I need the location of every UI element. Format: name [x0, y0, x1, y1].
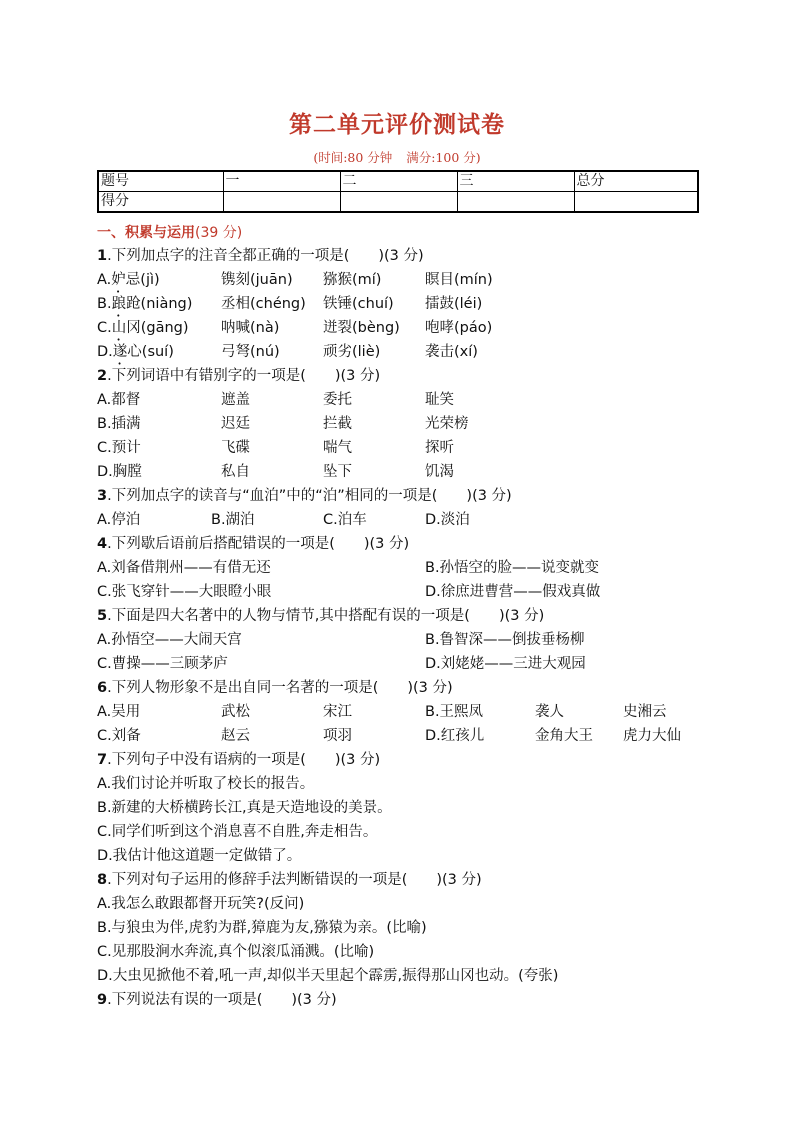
option-cell: D.红孩儿: [425, 728, 485, 744]
score-table-cell: 得分: [98, 192, 223, 213]
question-number: 8: [97, 872, 108, 888]
option-cell: 拦截: [323, 416, 352, 432]
option-cell: 飞碟: [221, 440, 250, 456]
option-cell: A.刘备借荆州——有借无还: [97, 560, 271, 576]
question-6-options-ab: [97, 700, 697, 724]
question-4-stem: [97, 532, 697, 556]
option-cell: A.孙悟空——大闹天宫: [97, 632, 242, 648]
option-cell: D.刘姥姥——三进大观园: [425, 656, 586, 672]
option-cell: 镌刻(juān): [221, 272, 293, 288]
question-5-stem: [97, 604, 697, 628]
option-rest: 心(suí): [127, 344, 174, 360]
questions: [97, 244, 697, 1012]
dotted-char: 妒: [111, 272, 126, 288]
option-cell: 猕猴(mí): [323, 272, 382, 288]
exam-time: (时间:80 分钟: [313, 150, 393, 165]
option-cell: 喘气: [323, 440, 352, 456]
score-table-cell: 总分: [574, 171, 698, 192]
option-letter: B.: [97, 296, 112, 312]
exam-total-score: 满分:100 分): [406, 150, 481, 165]
option-cell: C.预计: [97, 440, 141, 456]
section-points: (39 分): [195, 225, 243, 241]
option-cell: 委托: [323, 392, 352, 408]
question-2-stem: [97, 364, 697, 388]
option-cell: B.湖泊: [211, 512, 255, 528]
score-blank-cell[interactable]: [223, 192, 340, 213]
question-7-option-c: C.同学们听到这个消息喜不自胜,奔走相告。: [97, 824, 378, 840]
question-text: .下列词语中有错别字的一项是( )(3 分): [107, 368, 381, 384]
option-cell: 铁锤(chuí): [323, 296, 394, 312]
score-blank-cell[interactable]: [574, 192, 698, 213]
question-text: .下面是四大名著中的人物与情节,其中搭配有误的一项是( )(3 分): [107, 608, 545, 624]
question-8-option-b: B.与狼虫为伴,虎豹为群,獐鹿为友,猕猿为亲。(比喻): [97, 920, 427, 936]
option-cell: 赵云: [221, 728, 250, 744]
score-blank-cell[interactable]: [340, 192, 457, 213]
option-cell: 金角大王: [535, 728, 593, 744]
question-8-option-d: D.大虫见掀他不着,吼一声,却似半天里起个霹雳,振得那山冈也动。(夸张): [97, 968, 559, 984]
question-8-option-a: A.我怎么敢跟都督开玩笑?(反问): [97, 896, 305, 912]
question-text: .下列人物形象不是出自同一名著的一项是( )(3 分): [107, 680, 453, 696]
question-1-stem: [97, 244, 697, 268]
score-table-cell: 一: [223, 171, 340, 192]
question-5-options-cd: [97, 652, 697, 676]
question-9-stem: [97, 988, 697, 1012]
question-2-option-d: [97, 460, 697, 484]
section-label: 一、积累与运用: [97, 225, 195, 241]
option-cell: 袭击(xí): [425, 344, 478, 360]
question-number: 3: [97, 488, 108, 504]
question-number: 4: [97, 536, 108, 552]
question-number: 6: [97, 680, 108, 696]
question-text: .下列句子中没有语病的一项是( )(3 分): [107, 752, 381, 768]
option-cell: 武松: [221, 704, 250, 720]
question-2-option-b: [97, 412, 697, 436]
option-cell: 饥渴: [425, 464, 454, 480]
score-table-cell: 二: [340, 171, 457, 192]
question-text: .下列加点字的读音与“血泊”中的“泊”相同的一项是( )(3 分): [107, 488, 512, 504]
option-cell: A.吴用: [97, 704, 141, 720]
option-cell: C.曹操——三顾茅庐: [97, 656, 228, 672]
question-8-stem: [97, 868, 697, 892]
question-5-options-ab: [97, 628, 697, 652]
option-cell: 坠下: [323, 464, 352, 480]
option-cell: 呐喊(nà): [221, 320, 280, 336]
score-table-cell: 题号: [98, 171, 223, 192]
question-4-options-ab: [97, 556, 697, 580]
question-7-option-d: D.我估计他这道题一定做错了。: [97, 848, 302, 864]
question-text: .下列说法有误的一项是( )(3 分): [107, 992, 337, 1008]
question-7-option-b: B.新建的大桥横跨长江,真是天造地设的美景。: [97, 800, 392, 816]
option-cell: 私自: [221, 464, 250, 480]
question-number: 1: [97, 248, 108, 264]
question-number: 9: [97, 992, 108, 1008]
question-2-option-a: [97, 388, 697, 412]
option-cell: 耻笑: [425, 392, 454, 408]
option-cell: 擂鼓(léi): [425, 296, 483, 312]
option-cell: C.张飞穿针——大眼瞪小眼: [97, 584, 272, 600]
option-cell: 宋江: [323, 704, 352, 720]
option-letter: D.: [97, 344, 113, 360]
question-number: 5: [97, 608, 108, 624]
question-number: 2: [97, 368, 108, 384]
question-1-option-a: [97, 268, 697, 292]
score-table: [97, 170, 699, 213]
exam-info: [0, 148, 794, 166]
option-cell: A.都督: [97, 392, 141, 408]
question-1-option-b: [97, 292, 697, 316]
question-number: 7: [97, 752, 108, 768]
section-heading: [97, 222, 242, 242]
dotted-char: 遂: [112, 344, 128, 360]
option-cell: 光荣榜: [425, 416, 469, 432]
option-letter: C.: [97, 320, 112, 336]
option-cell: 迸裂(bèng): [323, 320, 400, 336]
option-cell: D.徐庶进曹营——假戏真做: [425, 584, 601, 600]
option-letter: A.: [97, 272, 112, 288]
option-cell: B.鲁智深——倒拔垂杨柳: [425, 632, 585, 648]
option-cell: 丞相(chéng): [221, 296, 306, 312]
question-text: .下列加点字的注音全都正确的一项是( )(3 分): [107, 248, 424, 264]
question-text: .下列歇后语前后搭配错误的一项是( )(3 分): [107, 536, 410, 552]
dotted-char: 山: [111, 320, 127, 336]
option-cell: 咆哮(páo): [425, 320, 493, 336]
question-4-options-cd: [97, 580, 697, 604]
question-3-stem: [97, 484, 697, 508]
option-cell: C.刘备: [97, 728, 141, 744]
score-table-score-row: [98, 192, 698, 213]
question-8-option-c: C.见那股涧水奔流,真个似滚瓜涌溅。(比喻): [97, 944, 375, 960]
option-cell: 弓弩(nú): [221, 344, 280, 360]
score-table-header-row: [98, 171, 698, 192]
question-6-options-cd: [97, 724, 697, 748]
option-cell: 瞑目(mín): [425, 272, 493, 288]
option-cell: D.淡泊: [425, 512, 470, 528]
question-text: .下列对句子运用的修辞手法判断错误的一项是( )(3 分): [107, 872, 482, 888]
option-cell: 迟廷: [221, 416, 250, 432]
question-6-stem: [97, 676, 697, 700]
option-cell: D.胸膛: [97, 464, 142, 480]
question-2-option-c: [97, 436, 697, 460]
option-cell: 史湘云: [623, 704, 667, 720]
option-cell: B.王熙凤: [425, 704, 484, 720]
score-blank-cell[interactable]: [457, 192, 574, 213]
option-cell: B.孙悟空的脸——说变就变: [425, 560, 600, 576]
option-cell: 探听: [425, 440, 454, 456]
option-cell: 虎力大仙: [623, 728, 681, 744]
option-cell: 袭人: [535, 704, 564, 720]
dotted-char: 踉: [111, 296, 127, 312]
option-cell: A.停泊: [97, 512, 141, 528]
option-cell: 项羽: [323, 728, 352, 744]
question-7-option-a: A.我们讨论并听取了校长的报告。: [97, 776, 315, 792]
score-table-cell: 三: [457, 171, 574, 192]
question-7-stem: [97, 748, 697, 772]
option-cell: 遮盖: [221, 392, 250, 408]
option-rest: 冈(gāng): [126, 320, 189, 336]
option-rest: 跄(niàng): [126, 296, 193, 312]
question-1-option-c: [97, 316, 697, 340]
option-cell: C.泊车: [323, 512, 367, 528]
question-3-options: [97, 508, 697, 532]
option-cell: 顽劣(liè): [323, 344, 381, 360]
question-1-option-d: [97, 340, 697, 364]
option-rest: 忌(jì): [125, 272, 160, 288]
option-cell: B.插满: [97, 416, 141, 432]
page-title: 第二单元评价测试卷: [289, 111, 505, 138]
